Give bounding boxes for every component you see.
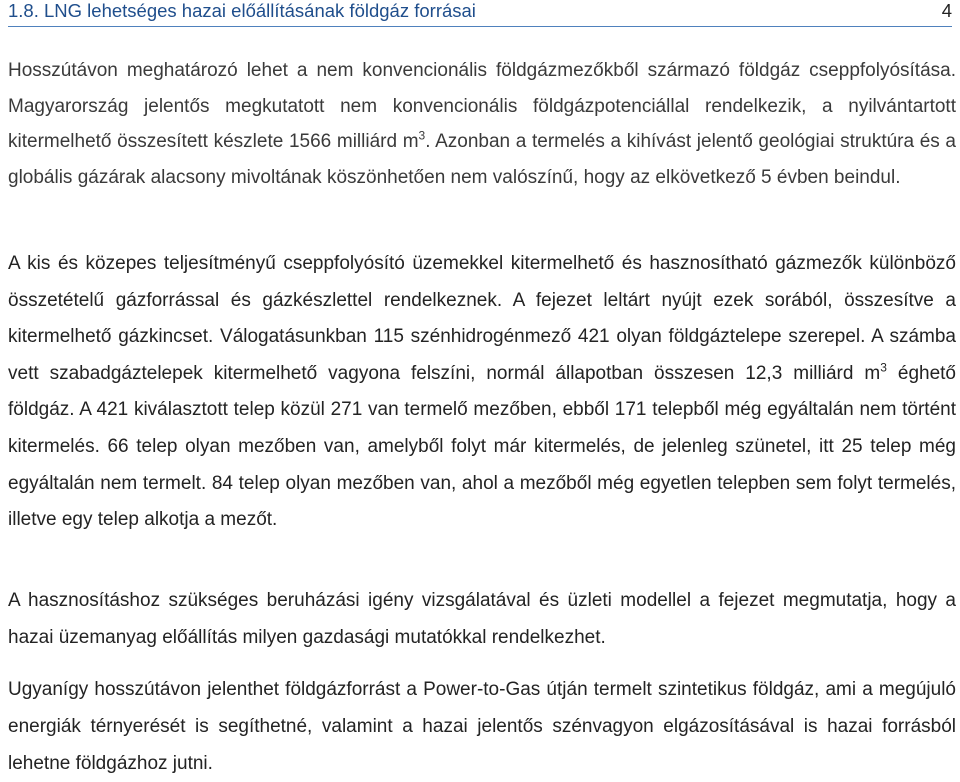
paragraph-4: Ugyanígy hosszútávon jelenthet földgázforrást a Power-to-Gas útján termelt szintetikus földgáz, ami a megújuló energiák térnyerését is segíthetné, valamint a hazai jelentős szénvagyon elgázosításával is hazai forrásból lehetne földgázhoz jutni. (8, 679, 956, 774)
page-header (8, 0, 952, 27)
paragraph-3: A hasznosításhoz szükséges beruházási igény vizsgálatával és üzleti modellel a fejezet megmutatja, hogy a hazai üzemanyag előállítás milyen gazdasági mutatókkal rendelkezhet. (8, 590, 956, 648)
paragraph-1 (8, 53, 956, 195)
paragraph-2-text-b: éghető földgáz. A 421 kiválasztott telep közül 271 van termelő mezőben, ebből 171 telepből még egyáltalán nem történt kitermelés. 66 telep olyan mezőben van, amelyből folyt már kitermelés, de jelenleg szünetel, itt 25 telep még egyáltalán nem termelt. 84 telep olyan mezőben van, ahol a mezőből még egyetlen telepben sem folyt termelés, illetve egy telep alkotja a mezőt. (8, 362, 956, 531)
page-number: 4 (941, 0, 952, 21)
paragraph-1-superscript: 3 (418, 128, 426, 143)
paragraph-2-text-a: A kis és közepes teljesítményű cseppfolyósító üzemekkel kitermelhető és hasznosítható gázmezők különböző összetételű gázforrással és gázkészlettel rendelkeznek. A fejezet leltárt nyújt ezek sorából, összesítve a kitermelhető gázkincset. Válogatásunkban 115 szénhidrogénmező 421 olyan földgáztelepe szerepel. A számba vett szabadgáztelepek kitermelhető vagyona felszíni, normál állapotban összesen 12,3 milliárd m (8, 253, 956, 384)
paragraph-1-text-b: . Azonban a termelés a kihívást jelentő geológiai struktúra és a globális gázárak alacsony mivoltának köszönhetően nem valószínű, hogy az elkövetkező 5 évben beindul. (8, 131, 957, 188)
paragraph-2-superscript: 3 (880, 360, 887, 375)
section-title: 1.8. LNG lehetséges hazai előállításának földgáz forrásai (8, 0, 476, 21)
paragraph-1-text-a: Hosszútávon meghatározó lehet a nem konvencionális földgázmezőkből származó földgáz cseppfolyósítása. Magyarország jelentős megkutatott nem konvencionális földgázpotenciállal rendelkezik, a nyilvántartott kitermelhető összesített készlete 1566 milliárd m (8, 60, 956, 153)
paragraph-2 (8, 246, 956, 539)
